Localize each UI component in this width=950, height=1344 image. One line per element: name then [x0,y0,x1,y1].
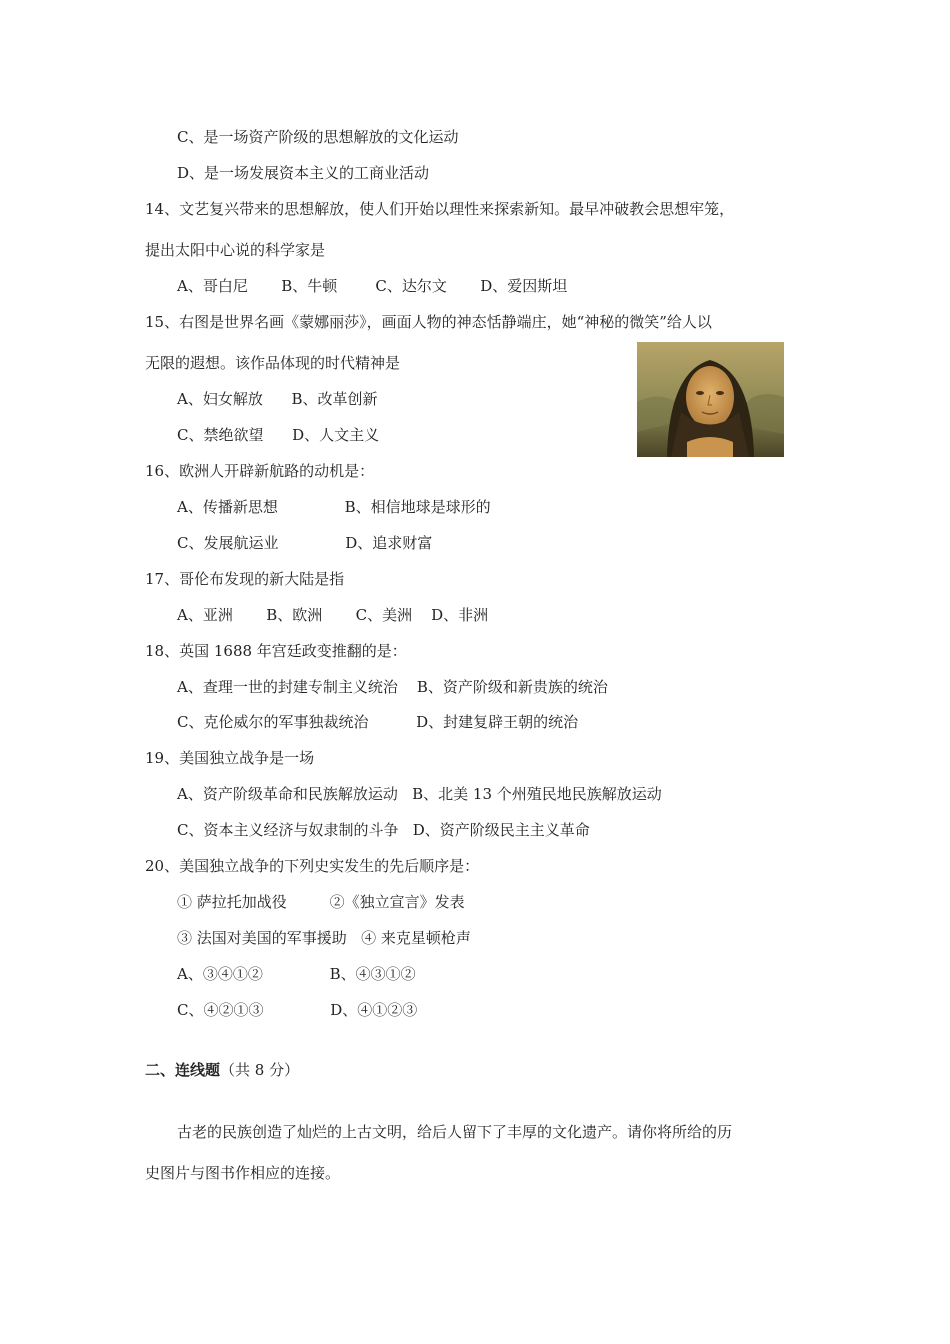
q15-stem-line2: 无限的遐想。该作品体现的时代精神是 [145,354,401,372]
q16-options-cd: C、发展航运业 D、追求财富 [177,534,433,552]
section2-title: 二、连线题 [145,1061,221,1079]
q20-options-cd: C、④②①③ D、④①②③ [177,1001,418,1019]
q13-option-c: C、是一场资产阶级的思想解放的文化运动 [177,128,459,146]
q16-options-ab: A、传播新思想 B、相信地球是球形的 [177,498,491,516]
q14-stem-line1: 14、文艺复兴带来的思想解放，使人们开始以理性来探索新知。最早冲破教会思想牢笼， [145,200,735,218]
q18-options-ab: A、查理一世的封建专制主义统治 B、资产阶级和新贵族的统治 [177,678,608,696]
section2-instruction-line1: 古老的民族创造了灿烂的上古文明，给后人留下了丰厚的文化遗产。请你将所给的历 [177,1123,733,1141]
q20-options-ab: A、③④①② B、④③①② [177,965,416,983]
section2-instruction-line2: 史图片与图书作相应的连接。 [145,1164,341,1182]
q14-stem-line2: 提出太阳中心说的科学家是 [145,241,326,259]
q20-stem: 20、美国独立战争的下列史实发生的先后顺序是： [145,857,480,875]
q13-option-d: D、是一场发展资本主义的工商业活动 [177,164,430,182]
q15-options-cd: C、禁绝欲望 D、人文主义 [177,426,380,444]
q19-options-ab: A、资产阶级革命和民族解放运动 B、北美 13 个州殖民地民族解放运动 [177,785,662,803]
q19-stem: 19、美国独立战争是一场 [145,749,315,767]
mona-lisa-image [637,342,784,457]
q19-options-cd: C、资本主义经济与奴隶制的斗争 D、资产阶级民主主义革命 [177,821,590,839]
q18-options-cd: C、克伦威尔的军事独裁统治 D、封建复辟王朝的统治 [177,713,579,731]
section2-score: （共 8 分） [220,1061,300,1079]
q20-events-34: ③ 法国对美国的军事援助 ④ 来克星顿枪声 [177,929,471,947]
q15-options-ab: A、妇女解放 B、改革创新 [177,390,378,408]
q16-stem: 16、欧洲人开辟新航路的动机是： [145,462,375,480]
q20-events-12: ① 萨拉托加战役 ②《独立宣言》发表 [177,893,465,911]
q18-stem: 18、英国 1688 年宫廷政变推翻的是： [145,642,407,660]
section2-heading [145,1060,299,1080]
q15-stem-line1: 15、右图是世界名画《蒙娜丽莎》，画面人物的神态恬静端庄，她“神秘的微笑”给人以 [145,313,712,331]
q17-stem: 17、哥伦布发现的新大陆是指 [145,570,345,588]
q17-options: A、亚洲 B、欧洲 C、美洲 D、非洲 [177,606,489,624]
q14-options: A、哥白尼 B、牛顿 C、达尔文 D、爱因斯坦 [177,277,568,295]
